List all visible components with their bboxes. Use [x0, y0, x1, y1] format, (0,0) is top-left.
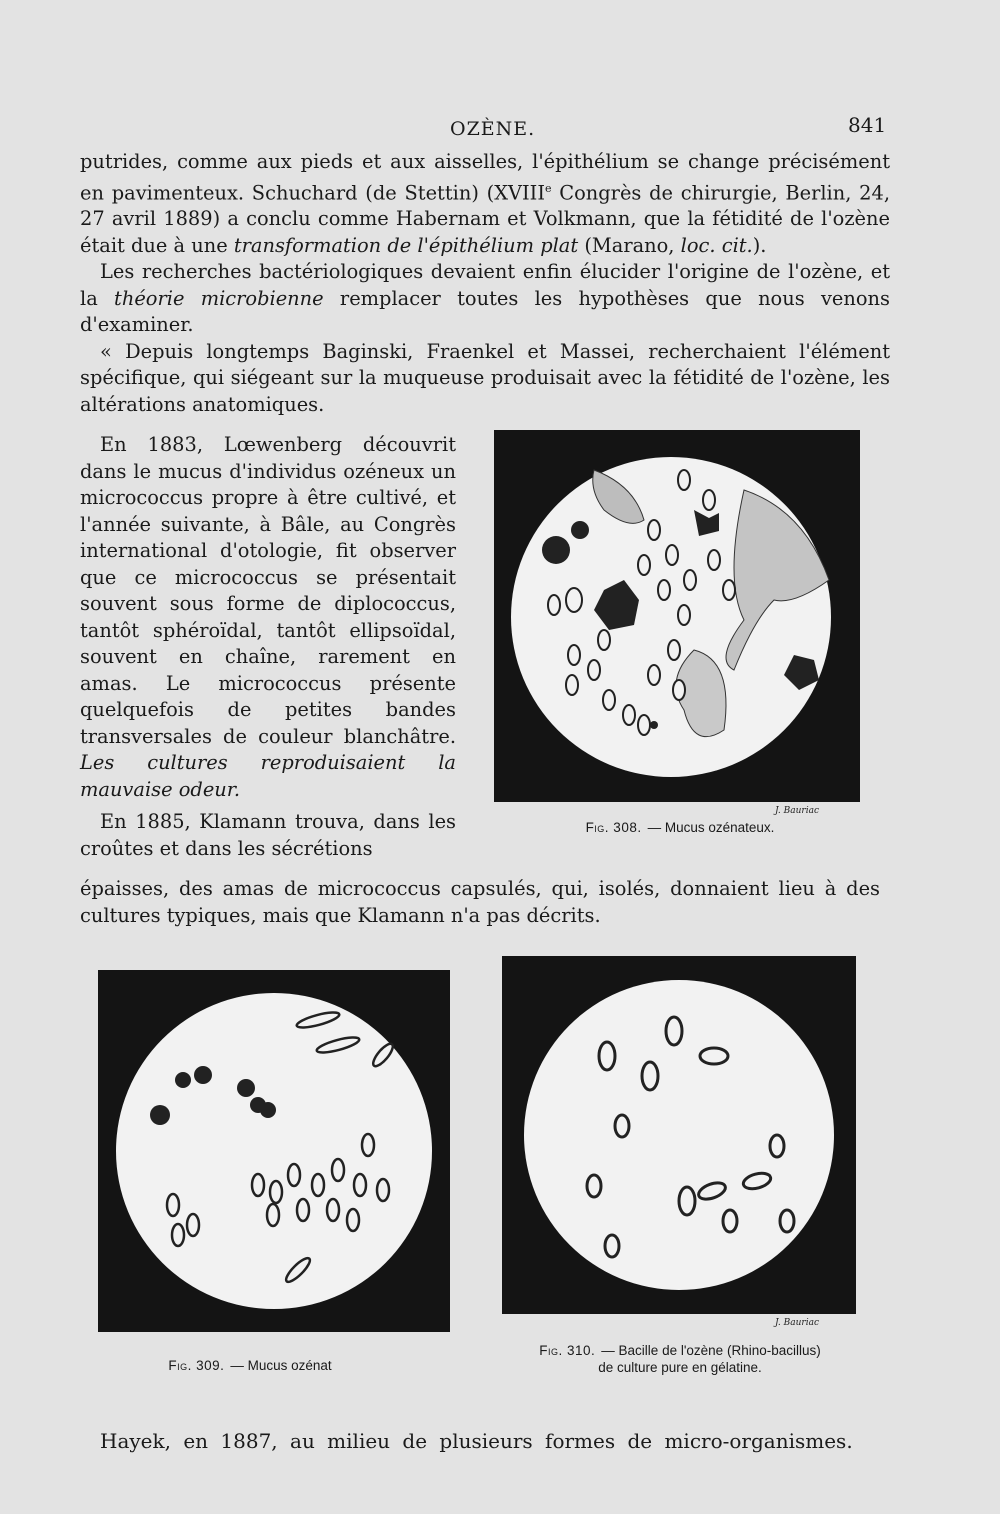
figure-309-illustration: [98, 970, 450, 1332]
paragraph-4: En 1883, Lœwenberg découvrit dans le mucus d'individus ozéneux un micrococcus propre à être cultivé, et l'année suivante, à Bâle, au Congrès international d'otologie, fit observer que ce micrococcus se présentait souvent sous forme de diplococcus, tantôt sphéroïdal, tantôt ellipsoïdal, souvent en chaîne, rarement en amas. Le micrococcus présente quelquefois de petites bandes transversales de couleur blanchâtre. Les cultures reproduisaient la mauvaise odeur.: [80, 433, 456, 801]
running-title: OZÈNE.: [450, 118, 536, 140]
figure-310-caption-line1: Fig. 310. — Bacille de l'ozène (Rhino-bacillus): [539, 1343, 821, 1358]
figure-310-signature: J. Bauriac: [775, 1318, 819, 1328]
figure-309-caption-text: — Mucus ozénat: [230, 1358, 332, 1373]
paragraph-5-start: En 1885, Klamann trouva, dans les croûtes et dans les sécrétions: [80, 810, 456, 860]
figure-309-plate: [98, 970, 450, 1332]
figure-308-signature: J. Bauriac: [775, 806, 819, 816]
figure-310-number: Fig. 310.: [539, 1343, 596, 1358]
paragraph-6: Hayek, en 1887, au milieu de plusieurs formes de micro-organismes.: [100, 1429, 853, 1453]
figure-310-illustration: [502, 956, 856, 1314]
paragraph-1: putrides, comme aux pieds et aux aisselles, l'épithélium se change précisément en pavimenteux. Schuchard (de Stettin) (XVIIIe Congrès de chirurgie, Berlin, 24, 27 avril 1889) a conclu comme Habernam et Volkmann, que la fétidité de l'ozène était due à une transformation de l'épithélium plat (Marano, loc. cit.).: [80, 150, 891, 257]
figure-309-number: Fig. 309.: [168, 1358, 225, 1373]
figure-310-caption-line2: de culture pure en gélatine.: [598, 1360, 762, 1375]
figure-308-caption-text: — Mucus ozénateux.: [647, 820, 775, 835]
figure-310-plate: [502, 956, 856, 1314]
page-number: 841: [848, 113, 887, 137]
figure-308-plate: [494, 430, 860, 802]
figure-308-illustration: [494, 430, 860, 802]
figure-310-caption: [495, 1342, 865, 1376]
paragraph-5-end: épaisses, des amas de micrococcus capsulés, qui, isolés, donnaient lieu à des cultures typiques, mais que Klamann n'a pas décrits.: [80, 877, 880, 927]
figure-308-number: Fig. 308.: [585, 820, 642, 835]
figure-308-caption: [520, 820, 840, 835]
text-block-continued: [80, 876, 880, 929]
text-block-top: [80, 149, 890, 418]
paragraph-2: Les recherches bactériologiques devaient enfin élucider l'origine de l'ozène, et la théorie microbienne remplacer toutes les hypothèses que nous venons d'examiner.: [80, 260, 890, 337]
text-block-left-column: [80, 432, 456, 862]
paragraph-3: « Depuis longtemps Baginski, Fraenkel et Massei, recherchaient l'élément spécifique, qui siégeant sur la muqueuse produisait avec la fétidité de l'ozène, les altérations anatomiques.: [80, 339, 890, 416]
figure-309-caption: [140, 1358, 360, 1373]
